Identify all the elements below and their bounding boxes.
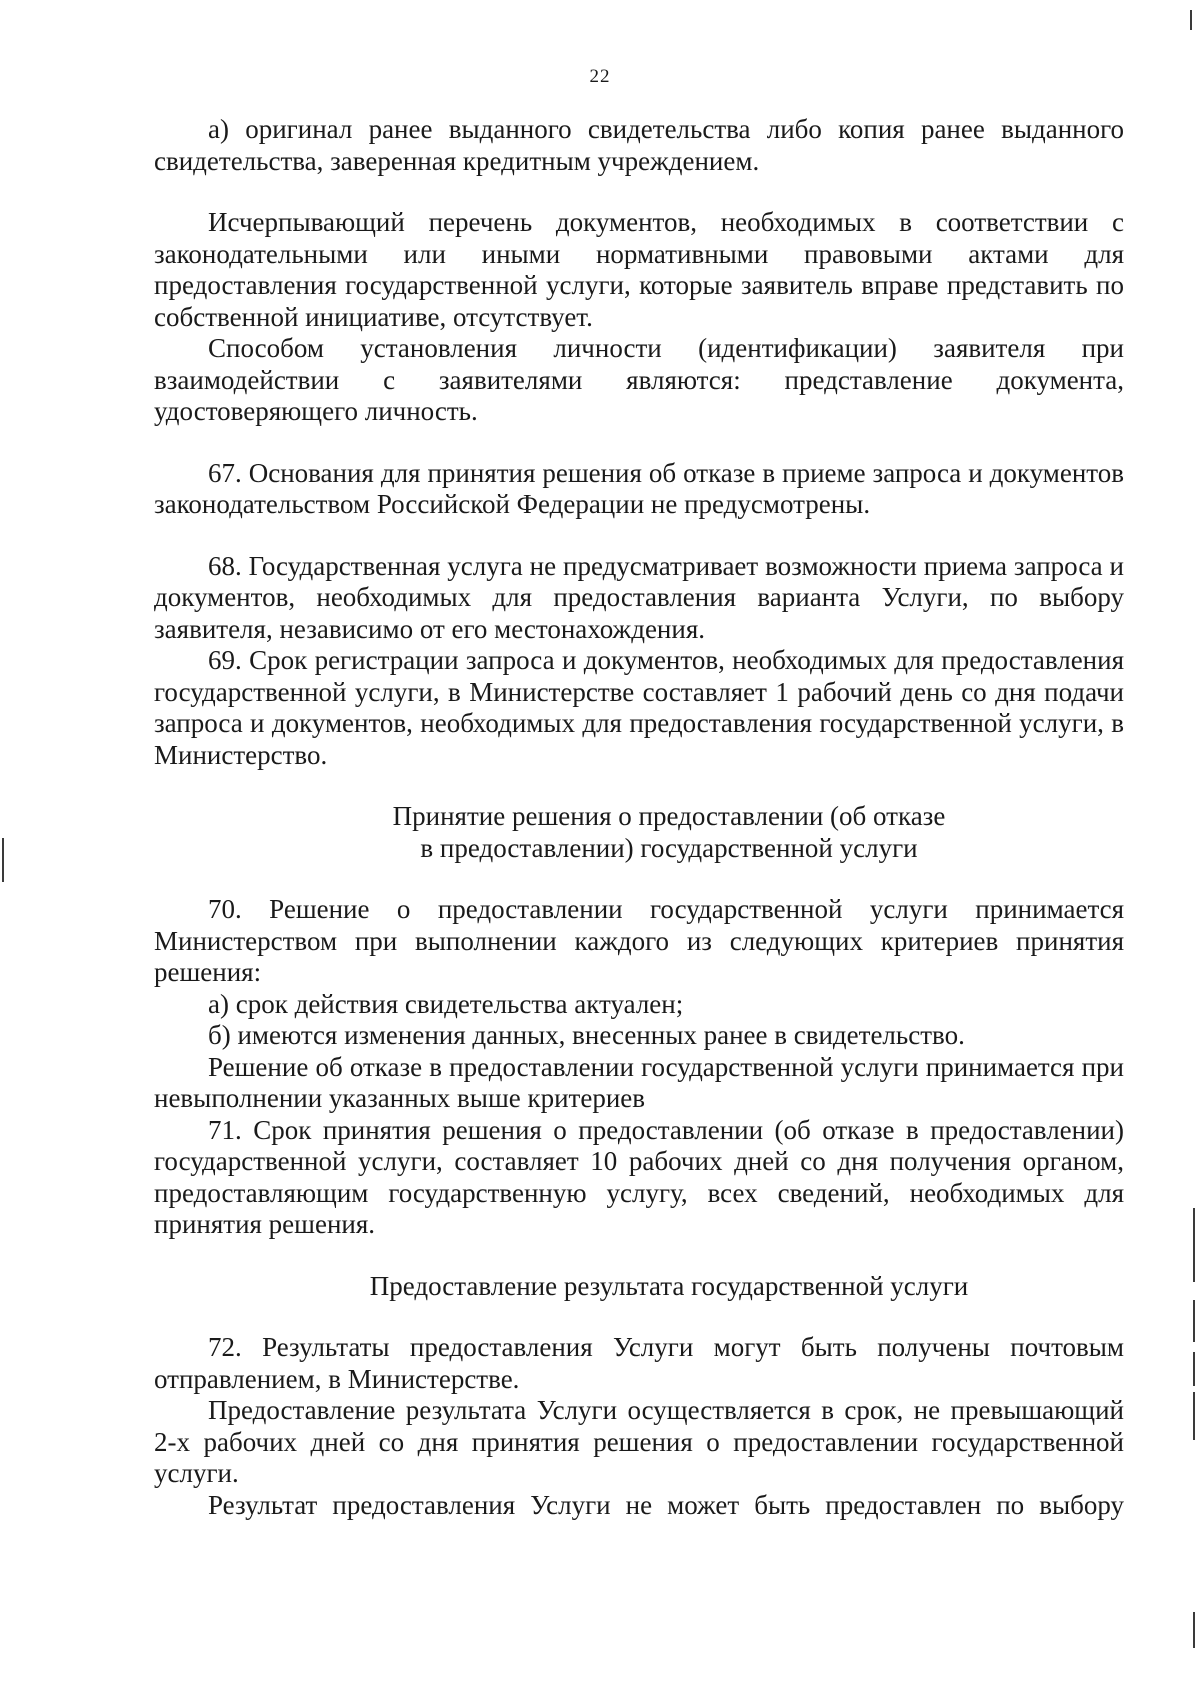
document-body (154, 114, 1124, 1521)
paragraph: б) имеются изменения данных, внесенных ранее в свидетельство. (208, 1020, 965, 1050)
paragraph-gap (154, 1302, 1124, 1332)
paragraph: а) срок действия свидетельства актуален; (208, 988, 684, 1019)
paragraph-gap (154, 428, 1124, 458)
section-heading-line: в предоставлении) государственной услуги (420, 832, 918, 863)
scan-edge-mark (1193, 1352, 1195, 1386)
paragraph: Решение об отказе в предоставлении государственной услуги принимается при невыполнении указанных выше критериев (154, 1051, 1124, 1113)
paragraph: 69. Срок регистрации запроса и документов, необходимых для предоставления государственной услуги, в Министерстве составляет 1 рабочий день со дня подачи запроса и документов, необходимых для предоставления государственной услуги, в Министерство. (154, 645, 1124, 770)
section-heading (154, 801, 1124, 864)
paragraph: 70. Решение о предоставлении государственной услуги принимается Министерством при выполнении каждого из следующих критериев принятия решения: (154, 894, 1124, 987)
paragraph-gap (154, 1241, 1124, 1271)
paragraph-gap (154, 864, 1124, 894)
paragraph-gap (154, 521, 1124, 551)
paragraph: 71. Срок принятия решения о предоставлении (об отказе в предоставлении) государственной услуги, составляет 10 рабочих дней со дня получения органом, предоставляющим государственную услугу, всех сведений, необходимых для принятия решения. (154, 1114, 1124, 1239)
paragraph: 68. Государственная услуга не предусматривает возможности приема запроса и документов, необходимых для предоставления варианта Услуги, по выбору заявителя, независимо от его местонахождения. (154, 550, 1124, 644)
section-heading-line: Принятие решения о предоставлении (об отказе (392, 801, 946, 831)
paragraph-gap (154, 771, 1124, 801)
section-heading-line: Предоставление результата государственной услуги (369, 1270, 969, 1301)
paragraph: 67. Основания для принятия решения об отказе в приеме запроса и документов законодательством Российской Федерации не предусмотрены. (154, 457, 1124, 519)
paragraph: Предоставление результата Услуги осуществляется в срок, не превышающий 2-х рабочих дней со дня принятия решения о предоставлении государственной услуги. (154, 1395, 1124, 1488)
page-number: 22 (589, 66, 611, 87)
scan-edge-mark (1193, 1612, 1195, 1648)
section-heading (154, 1271, 1124, 1303)
scan-edge-mark (2, 838, 4, 882)
scan-edge-mark (1193, 1392, 1195, 1440)
paragraph: Способом установления личности (идентификации) заявителя при взаимодействии с заявителями являются: представление документа, удостоверяющего личность. (154, 333, 1124, 426)
scan-edge-mark (1193, 1300, 1195, 1342)
scan-edge-mark (1190, 10, 1192, 30)
paragraph: 72. Результаты предоставления Услуги могут быть получены почтовым отправлением, в Министерстве. (154, 1332, 1124, 1394)
paragraph: Исчерпывающий перечень документов, необходимых в соответствии с законодательными или иными нормативными правовыми актами для предоставления государственной услуги, которые заявитель вправе представить по собственной инициативе, отсутствует. (154, 207, 1124, 332)
paragraph: а) оригинал ранее выданного свидетельства либо копия ранее выданного свидетельства, заверенная кредитным учреждением. (154, 114, 1124, 176)
scan-edge-mark (1193, 1208, 1195, 1282)
paragraph-gap (154, 177, 1124, 207)
paragraph: Результат предоставления Услуги не может быть предоставлен по выбору (208, 1489, 1124, 1520)
